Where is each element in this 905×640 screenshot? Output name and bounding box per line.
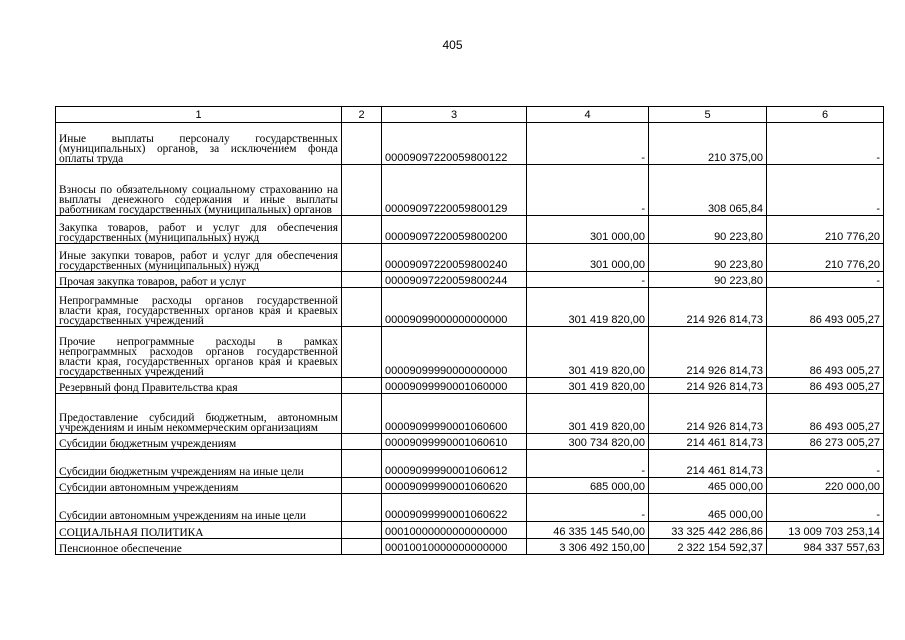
row-value-4: 300 734 820,00 xyxy=(527,434,649,450)
header-cell-1: 1 xyxy=(56,107,342,123)
row-col2 xyxy=(342,539,382,555)
row-description: Пенсионное обеспечение xyxy=(56,539,342,555)
row-value-5: 90 223,80 xyxy=(649,244,767,272)
row-col2 xyxy=(342,272,382,288)
row-value-4: - xyxy=(527,123,649,165)
row-code: 00009099990001060600 xyxy=(382,394,527,434)
row-value-5: 90 223,80 xyxy=(649,272,767,288)
table-row xyxy=(56,450,884,478)
row-value-6: 86 493 005,27 xyxy=(767,327,884,378)
row-value-4: 301 419 820,00 xyxy=(527,327,649,378)
row-code: 00009099990001060000 xyxy=(382,378,527,394)
table-row xyxy=(56,522,884,539)
row-value-5: 308 065,84 xyxy=(649,165,767,216)
row-value-4: 301 000,00 xyxy=(527,244,649,272)
row-col2 xyxy=(342,123,382,165)
row-value-6: 86 493 005,27 xyxy=(767,288,884,327)
table-row xyxy=(56,494,884,522)
row-col2 xyxy=(342,244,382,272)
row-value-5: 465 000,00 xyxy=(649,494,767,522)
header-cell-6: 6 xyxy=(767,107,884,123)
row-code: 00009097220059800240 xyxy=(382,244,527,272)
table-row xyxy=(56,288,884,327)
row-code: 00009099000000000000 xyxy=(382,288,527,327)
header-row xyxy=(56,107,884,123)
row-col2 xyxy=(342,522,382,539)
row-value-6: - xyxy=(767,494,884,522)
row-description: Прочая закупка товаров, работ и услуг xyxy=(56,272,342,288)
row-code: 00009097220059800122 xyxy=(382,123,527,165)
row-col2 xyxy=(342,216,382,244)
row-value-5: 33 325 442 286,86 xyxy=(649,522,767,539)
row-code: 00009099990000000000 xyxy=(382,327,527,378)
row-value-6: - xyxy=(767,272,884,288)
row-value-5: 214 461 814,73 xyxy=(649,450,767,478)
table-row xyxy=(56,478,884,494)
table-row xyxy=(56,216,884,244)
row-code: 00009099990001060612 xyxy=(382,450,527,478)
row-code: 00009099990001060620 xyxy=(382,478,527,494)
row-description: Непрограммные расходы органов государственной власти края, государственных органов края и краевых государственных учреждений xyxy=(56,288,342,327)
row-value-4: - xyxy=(527,165,649,216)
row-value-5: 214 926 814,73 xyxy=(649,327,767,378)
row-value-4: 301 419 820,00 xyxy=(527,288,649,327)
table-row xyxy=(56,378,884,394)
row-col2 xyxy=(342,434,382,450)
budget-table xyxy=(55,106,884,555)
row-value-6: 984 337 557,63 xyxy=(767,539,884,555)
row-value-4: 46 335 145 540,00 xyxy=(527,522,649,539)
row-value-6: - xyxy=(767,123,884,165)
row-value-6: 86 273 005,27 xyxy=(767,434,884,450)
header-cell-2: 2 xyxy=(342,107,382,123)
row-description: Резервный фонд Правительства края xyxy=(56,378,342,394)
row-col2 xyxy=(342,478,382,494)
row-value-4: - xyxy=(527,450,649,478)
row-value-6: 86 493 005,27 xyxy=(767,394,884,434)
row-value-4: 685 000,00 xyxy=(527,478,649,494)
row-value-4: - xyxy=(527,272,649,288)
row-code: 00010000000000000000 xyxy=(382,522,527,539)
row-description: Закупка товаров, работ и услуг для обеспечения государственных (муниципальных) нужд xyxy=(56,216,342,244)
row-description: Предоставление субсидий бюджетным, автономным учреждениям и иным некоммерческим организациям xyxy=(56,394,342,434)
row-col2 xyxy=(342,394,382,434)
table-row xyxy=(56,539,884,555)
table-row xyxy=(56,123,884,165)
row-value-5: 214 926 814,73 xyxy=(649,394,767,434)
row-description: Прочие непрограммные расходы в рамках непрограммных расходов органов государственной власти края, государственных органов края и краевых государственных учреждений xyxy=(56,327,342,378)
row-col2 xyxy=(342,378,382,394)
header-cell-4: 4 xyxy=(527,107,649,123)
row-code: 00009097220059800129 xyxy=(382,165,527,216)
table-row xyxy=(56,327,884,378)
table-row xyxy=(56,244,884,272)
row-description: Субсидии бюджетным учреждениям xyxy=(56,434,342,450)
row-value-6: 13 009 703 253,14 xyxy=(767,522,884,539)
row-value-5: 2 322 154 592,37 xyxy=(649,539,767,555)
row-description: Иные закупки товаров, работ и услуг для обеспечения государственных (муниципальных) нужд xyxy=(56,244,342,272)
row-code: 00010010000000000000 xyxy=(382,539,527,555)
table-row xyxy=(56,165,884,216)
row-value-5: 214 926 814,73 xyxy=(649,288,767,327)
row-description: Субсидии автономным учреждениям xyxy=(56,478,342,494)
table-row xyxy=(56,434,884,450)
row-col2 xyxy=(342,494,382,522)
row-description: Взносы по обязательному социальному страхованию на выплаты денежного содержания и иные выплаты работникам государственных (муниципальных) органов xyxy=(56,165,342,216)
header-cell-5: 5 xyxy=(649,107,767,123)
row-col2 xyxy=(342,288,382,327)
row-value-6: 220 000,00 xyxy=(767,478,884,494)
page-number: 405 xyxy=(442,38,463,52)
row-value-6: - xyxy=(767,450,884,478)
row-value-5: 214 461 814,73 xyxy=(649,434,767,450)
row-code: 00009097220059800244 xyxy=(382,272,527,288)
row-value-4: 301 000,00 xyxy=(527,216,649,244)
table-row xyxy=(56,394,884,434)
row-col2 xyxy=(342,327,382,378)
row-col2 xyxy=(342,165,382,216)
header-cell-3: 3 xyxy=(382,107,527,123)
row-value-6: 86 493 005,27 xyxy=(767,378,884,394)
row-description: Иные выплаты персоналу государственных (муниципальных) органов, за исключением фонда оплаты труда xyxy=(56,123,342,165)
row-value-6: - xyxy=(767,165,884,216)
row-value-5: 214 926 814,73 xyxy=(649,378,767,394)
row-code: 00009099990001060622 xyxy=(382,494,527,522)
table-row xyxy=(56,272,884,288)
row-description: Субсидии автономным учреждениям на иные цели xyxy=(56,494,342,522)
row-value-4: 3 306 492 150,00 xyxy=(527,539,649,555)
row-value-4: 301 419 820,00 xyxy=(527,378,649,394)
row-value-6: 210 776,20 xyxy=(767,244,884,272)
row-value-4: 301 419 820,00 xyxy=(527,394,649,434)
row-code: 00009099990001060610 xyxy=(382,434,527,450)
row-value-6: 210 776,20 xyxy=(767,216,884,244)
row-description: СОЦИАЛЬНАЯ ПОЛИТИКА xyxy=(56,522,342,539)
row-value-5: 90 223,80 xyxy=(649,216,767,244)
row-col2 xyxy=(342,450,382,478)
row-value-4: - xyxy=(527,494,649,522)
row-code: 00009097220059800200 xyxy=(382,216,527,244)
row-value-5: 465 000,00 xyxy=(649,478,767,494)
row-value-5: 210 375,00 xyxy=(649,123,767,165)
row-description: Субсидии бюджетным учреждениям на иные цели xyxy=(56,450,342,478)
